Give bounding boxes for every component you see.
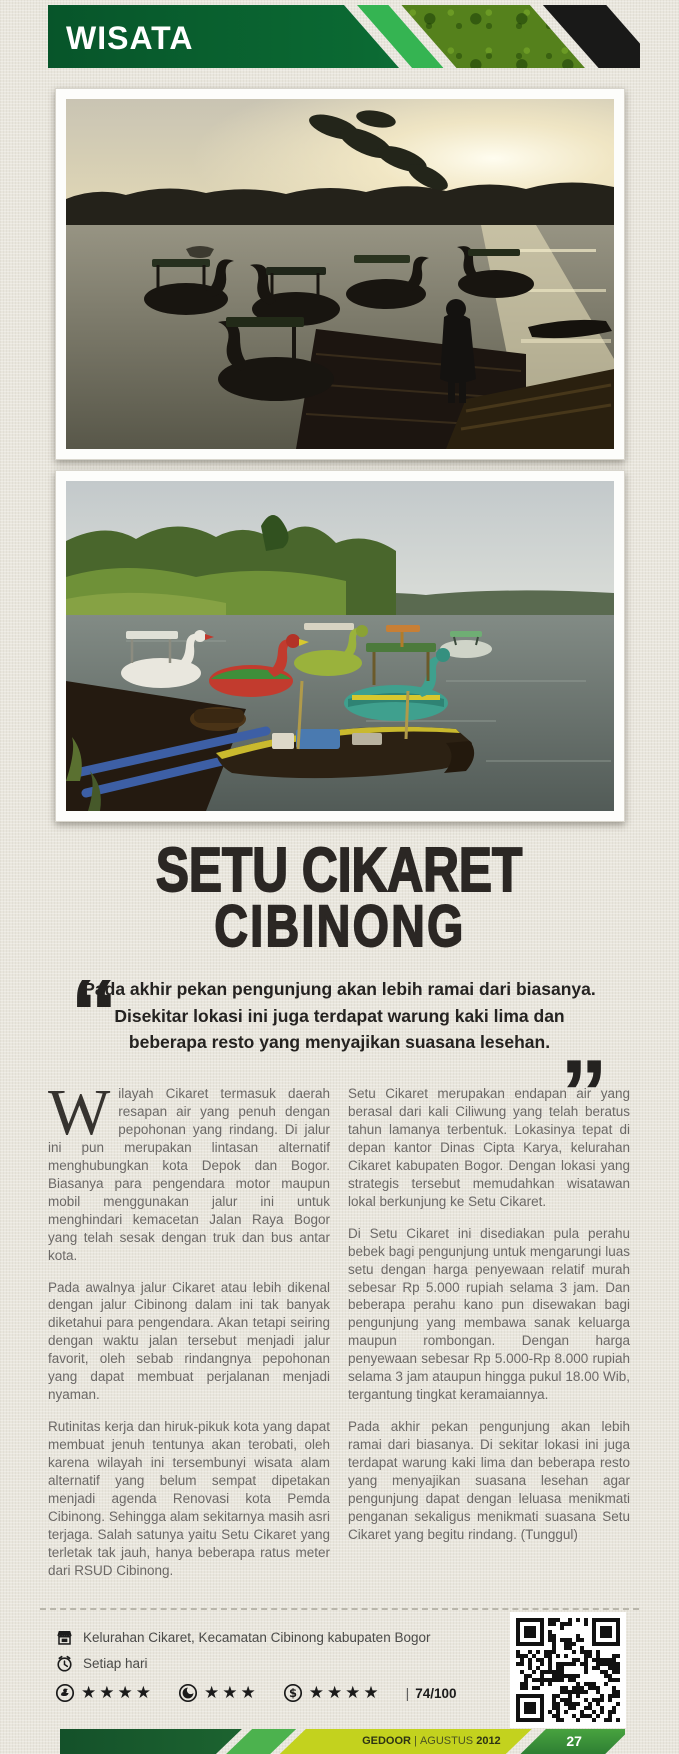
issue-year: 2012 xyxy=(476,1735,501,1747)
photo-sunset-lake xyxy=(55,88,625,460)
schedule-text: Setiap hari xyxy=(83,1656,148,1671)
ratings-row xyxy=(55,1683,495,1703)
dashed-divider xyxy=(40,1608,639,1610)
star-rating: ★★★ xyxy=(203,1683,259,1702)
photo-daytime-lake xyxy=(55,470,625,822)
paragraph: Rutinitas kerja dan hiruk-pikuk kota yang dapat membuat jenuh tentunya akan terobati, oleh karena wilayah ini tersembunyi wisata alam alternatif yang belum sempat dipetakan menjadi agenda Renovasi kota Pemda Cibinong. Sehingga alam sekitarnya masih asri terjaga. Salah satunya yaitu Setu Cikaret yang terletak tak jauh, hanya beberapa ratus meter dari RSUD Cibinong. xyxy=(48,1419,330,1578)
magazine-name: GEDOOR xyxy=(362,1735,411,1747)
article-title-line2: CIBINONG xyxy=(213,894,466,959)
svg-text:$: $ xyxy=(288,1686,297,1701)
article-body xyxy=(48,1076,630,1594)
paragraph: Setu Cikaret merupakan endapan air yang berasal dari kali Ciliwung yang telah beratus tahun lamanya terbentuk. Lokasinya tepat di depan kantor Dinas Cipta Karya, kelurahan Cikaret kabupaten Bogor. Dengan lokasi yang strategis tersebut memudahkan wisatawan lokal berkunjung ke Setu Cikaret. xyxy=(348,1086,630,1209)
overall-score: | 74/100 xyxy=(405,1685,457,1701)
close-quote-mark: ” xyxy=(560,1040,608,1147)
clock-icon xyxy=(55,1654,74,1673)
rating-price xyxy=(283,1683,382,1703)
duck-rating-icon xyxy=(55,1683,75,1703)
photo-daytime-lake-image xyxy=(66,481,614,811)
location-text: Kelurahan Cikaret, Kecamatan Cibinong kabupaten Bogor xyxy=(83,1630,431,1645)
location-row xyxy=(55,1628,495,1647)
open-quote-mark: “ xyxy=(70,960,118,1067)
paragraph: Wilayah Cikaret termasuk daerah resapan air yang penuh dengan pepohonan yang rindang. Di jalur ini pun merupakan lintasan alternatif menghubungkan kota Depok dan Bogor. Biasanya para pengendara motor maupun mobil menggunakan jalur ini untuk menghindari kemacetan Jalan Raya Bogor yang telah sesak dengan truk dan bus antar kota. xyxy=(48,1076,330,1263)
stall-icon xyxy=(55,1628,74,1647)
schedule-row xyxy=(55,1654,495,1673)
page-number: 27 xyxy=(566,1733,582,1749)
photo-sunset-lake-image xyxy=(66,99,614,449)
issue-month: AGUSTUS xyxy=(419,1735,474,1747)
rating-activity xyxy=(178,1683,259,1703)
section-banner xyxy=(48,5,640,68)
qr-code xyxy=(510,1612,626,1728)
star-rating: ★★★★ xyxy=(81,1683,154,1702)
paragraph: Di Setu Cikaret ini disediakan pula perahu bebek bagi pengunjung untuk mengarungi luas setu dengan harga penyewaan relatif murah sebesar Rp 5.000 rupiah selama 3 jam. Dan beberapa perahu kano pun disewakan bagi pengunjung yang membawa sanak keluarga maupun rombongan. Dengan harga penyewaan sebesar Rp 5.000-Rp 8.000 rupiah selama 3 jam ataupun hingga pukul 18.00 Wib, tergantung tingkat keramaiannya. xyxy=(348,1225,630,1403)
paragraph: Pada awalnya jalur Cikaret atau lebih dikenal dengan jalur Cibinong dalam ini tak banyak diketahui para pengendara. Akan tetapi seiring dengan waktu jalan tersebut menjadi jalur favorit, oleh sebab rindangnya pepohonan yang dapat membuat perjalanan menjadi nyaman. xyxy=(48,1279,330,1403)
rating-attraction xyxy=(55,1683,154,1703)
footer-bar xyxy=(60,1729,625,1754)
drop-cap: W xyxy=(48,1076,111,1149)
article-column-right xyxy=(348,1085,630,1594)
visitor-info xyxy=(55,1628,495,1703)
activity-rating-icon xyxy=(178,1683,198,1703)
article-column-left xyxy=(48,1076,330,1594)
pull-quote: Pada akhir pekan pengunjung akan lebih ramai dari biasanya. Disekitar lokasi ini juga terdapat warung kaki lima dan beberapa resto yang menyajikan suasana lesehan. xyxy=(83,979,596,1053)
magazine-issue: GEDOOR | AGUSTUS 2012 xyxy=(362,1735,501,1747)
section-title: WISATA xyxy=(66,20,194,56)
article-title-line1: SETU CIKARET xyxy=(156,836,523,905)
star-rating: ★★★★ xyxy=(308,1683,382,1702)
paragraph: Pada akhir pekan pengunjung akan lebih ramai dari biasanya. Di sekitar lokasi ini juga terdapat warung kaki lima dan beberapa resto yang menyajikan suasana lesehan agar pengunjung dapat dengan leluasa menikmati penganan sekaligus menikmati suasana Setu Cikaret yang begitu rindang. (Tunggul) xyxy=(348,1419,630,1542)
price-rating-icon xyxy=(283,1683,303,1703)
